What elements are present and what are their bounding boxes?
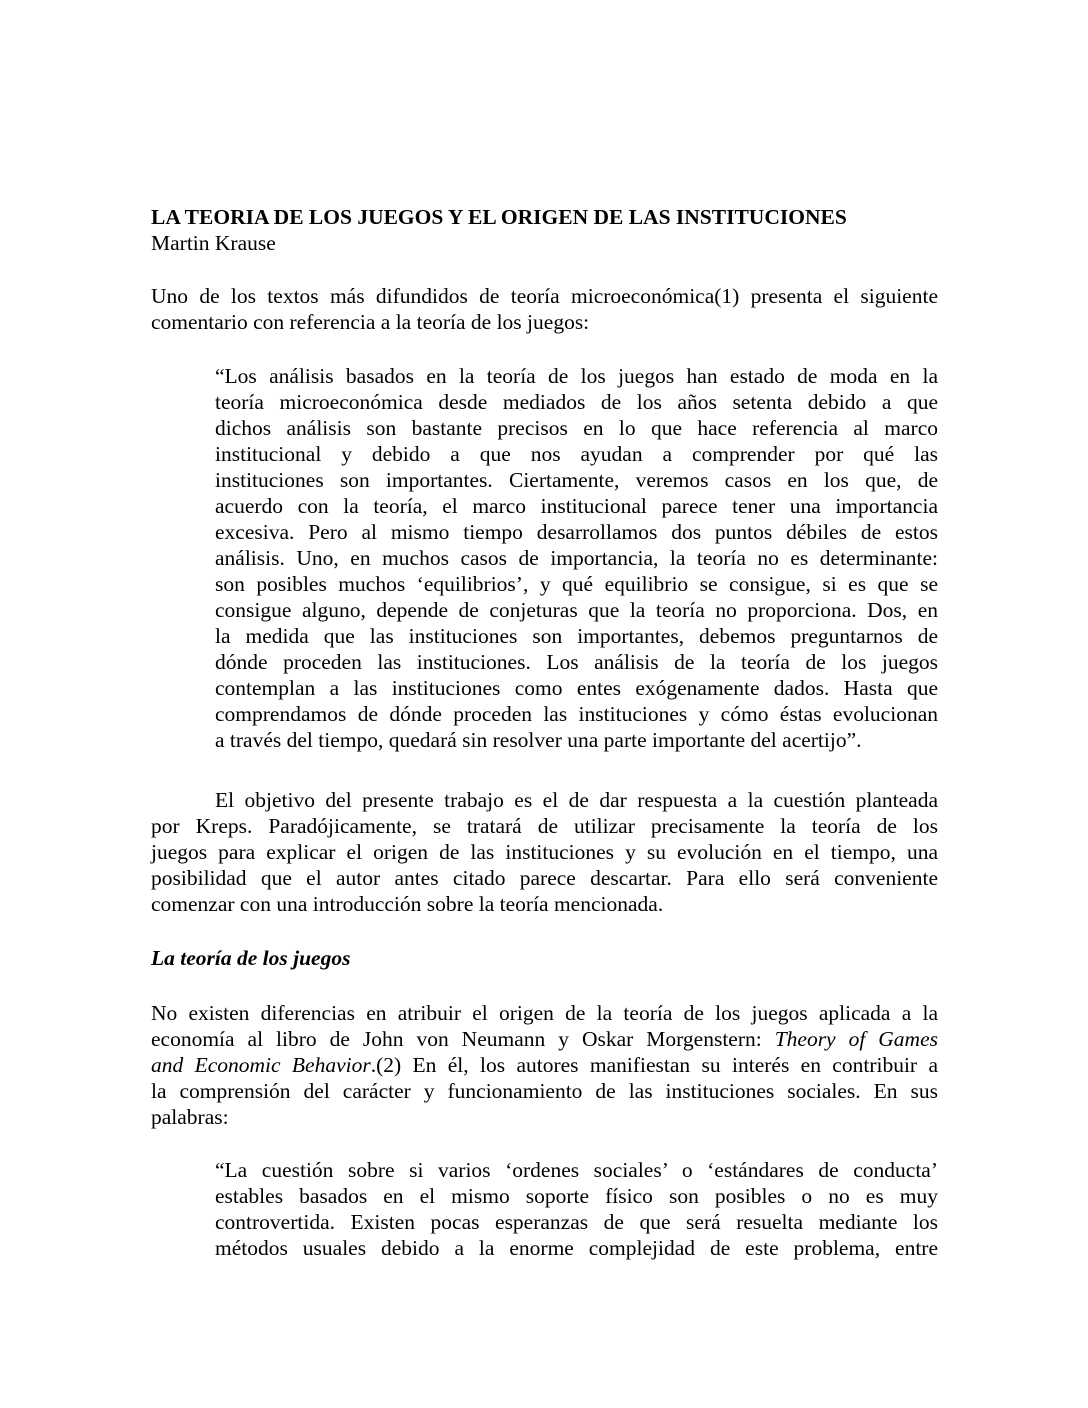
objective-paragraph-line: juegos para explicar el origen de las instituciones y su evolución en el tiempo, una — [151, 840, 938, 864]
quote-1-line: “Los análisis basados en la teoría de los juegos han estado de moda en la — [215, 364, 938, 388]
quote-1-line: dichos análisis son bastante precisos en lo que hace referencia al marco — [215, 416, 938, 440]
quote-2-line: estables basados en el mismo soporte físico son posibles o no es muy — [215, 1184, 938, 1208]
book-title-italic: and Economic Behavior — [151, 1053, 371, 1077]
section-paragraph-line — [151, 1052, 938, 1078]
quote-1-line: acuerdo con la teoría, el marco institucional parece tener una importancia — [215, 494, 938, 518]
section-paragraph-text: economía al libro de John von Neumann y Oskar Morgenstern: — [151, 1027, 775, 1051]
objective-paragraph-line: comenzar con una introducción sobre la teoría mencionada. — [151, 892, 664, 916]
intro-paragraph-line: comentario con referencia a la teoría de los juegos: — [151, 310, 590, 334]
quote-1-line: institucional y debido a que nos ayudan a comprender por qué las — [215, 442, 938, 466]
quote-1-line: instituciones son importantes. Ciertamente, veremos casos en los que, de — [215, 468, 938, 492]
quote-1-line: teoría microeconómica desde mediados de los años setenta debido a que — [215, 390, 938, 414]
intro-paragraph-line: Uno de los textos más difundidos de teoría microeconómica(1) presenta el siguiente — [151, 284, 938, 308]
section-heading: La teoría de los juegos — [151, 946, 351, 970]
quote-2-line: “La cuestión sobre si varios ‘ordenes sociales’ o ‘estándares de conducta’ — [215, 1158, 938, 1182]
quote-1-line: análisis. Uno, en muchos casos de importancia, la teoría no es determinante: — [215, 546, 938, 570]
section-paragraph-line: palabras: — [151, 1105, 229, 1129]
objective-paragraph-line: El objetivo del presente trabajo es el de dar respuesta a la cuestión planteada — [215, 788, 938, 812]
quote-2-line: controvertida. Existen pocas esperanzas de que será resuelta mediante los — [215, 1210, 938, 1234]
quote-1-line: dónde proceden las instituciones. Los análisis de la teoría de los juegos — [215, 650, 938, 674]
section-paragraph-line: la comprensión del carácter y funcionamiento de las instituciones sociales. En sus — [151, 1079, 938, 1103]
quote-1-line: son posibles muchos ‘equilibrios’, y qué equilibrio se consigue, si es que se — [215, 572, 938, 596]
document-author: Martin Krause — [151, 231, 276, 255]
section-paragraph-text: .(2) En él, los autores manifiestan su interés en contribuir a — [370, 1053, 938, 1077]
quote-1-line: consigue alguno, depende de conjeturas que la teoría no proporciona. Dos, en — [215, 598, 938, 622]
quote-1-line: contemplan a las instituciones como entes exógenamente dados. Hasta que — [215, 676, 938, 700]
quote-1-line: a través del tiempo, quedará sin resolver una parte importante del acertijo”. — [215, 728, 862, 752]
quote-1-line: excesiva. Pero al mismo tiempo desarrollamos dos puntos débiles de estos — [215, 520, 938, 544]
objective-paragraph-line: posibilidad que el autor antes citado parece descartar. Para ello será conveniente — [151, 866, 938, 890]
quote-1-line: comprendamos de dónde proceden las instituciones y cómo éstas evolucionan — [215, 702, 938, 726]
section-paragraph-line — [151, 1026, 938, 1052]
section-paragraph-line: No existen diferencias en atribuir el origen de la teoría de los juegos aplicada a la — [151, 1001, 938, 1025]
quote-1-line: la medida que las instituciones son importantes, debemos preguntarnos de — [215, 624, 938, 648]
book-title-italic: Theory of Games — [774, 1027, 938, 1051]
objective-paragraph-line: por Kreps. Paradójicamente, se tratará de utilizar precisamente la teoría de los — [151, 814, 938, 838]
document-title: LA TEORIA DE LOS JUEGOS Y EL ORIGEN DE LAS INSTITUCIONES — [151, 205, 847, 229]
quote-2-line: métodos usuales debido a la enorme complejidad de este problema, entre — [215, 1236, 938, 1260]
